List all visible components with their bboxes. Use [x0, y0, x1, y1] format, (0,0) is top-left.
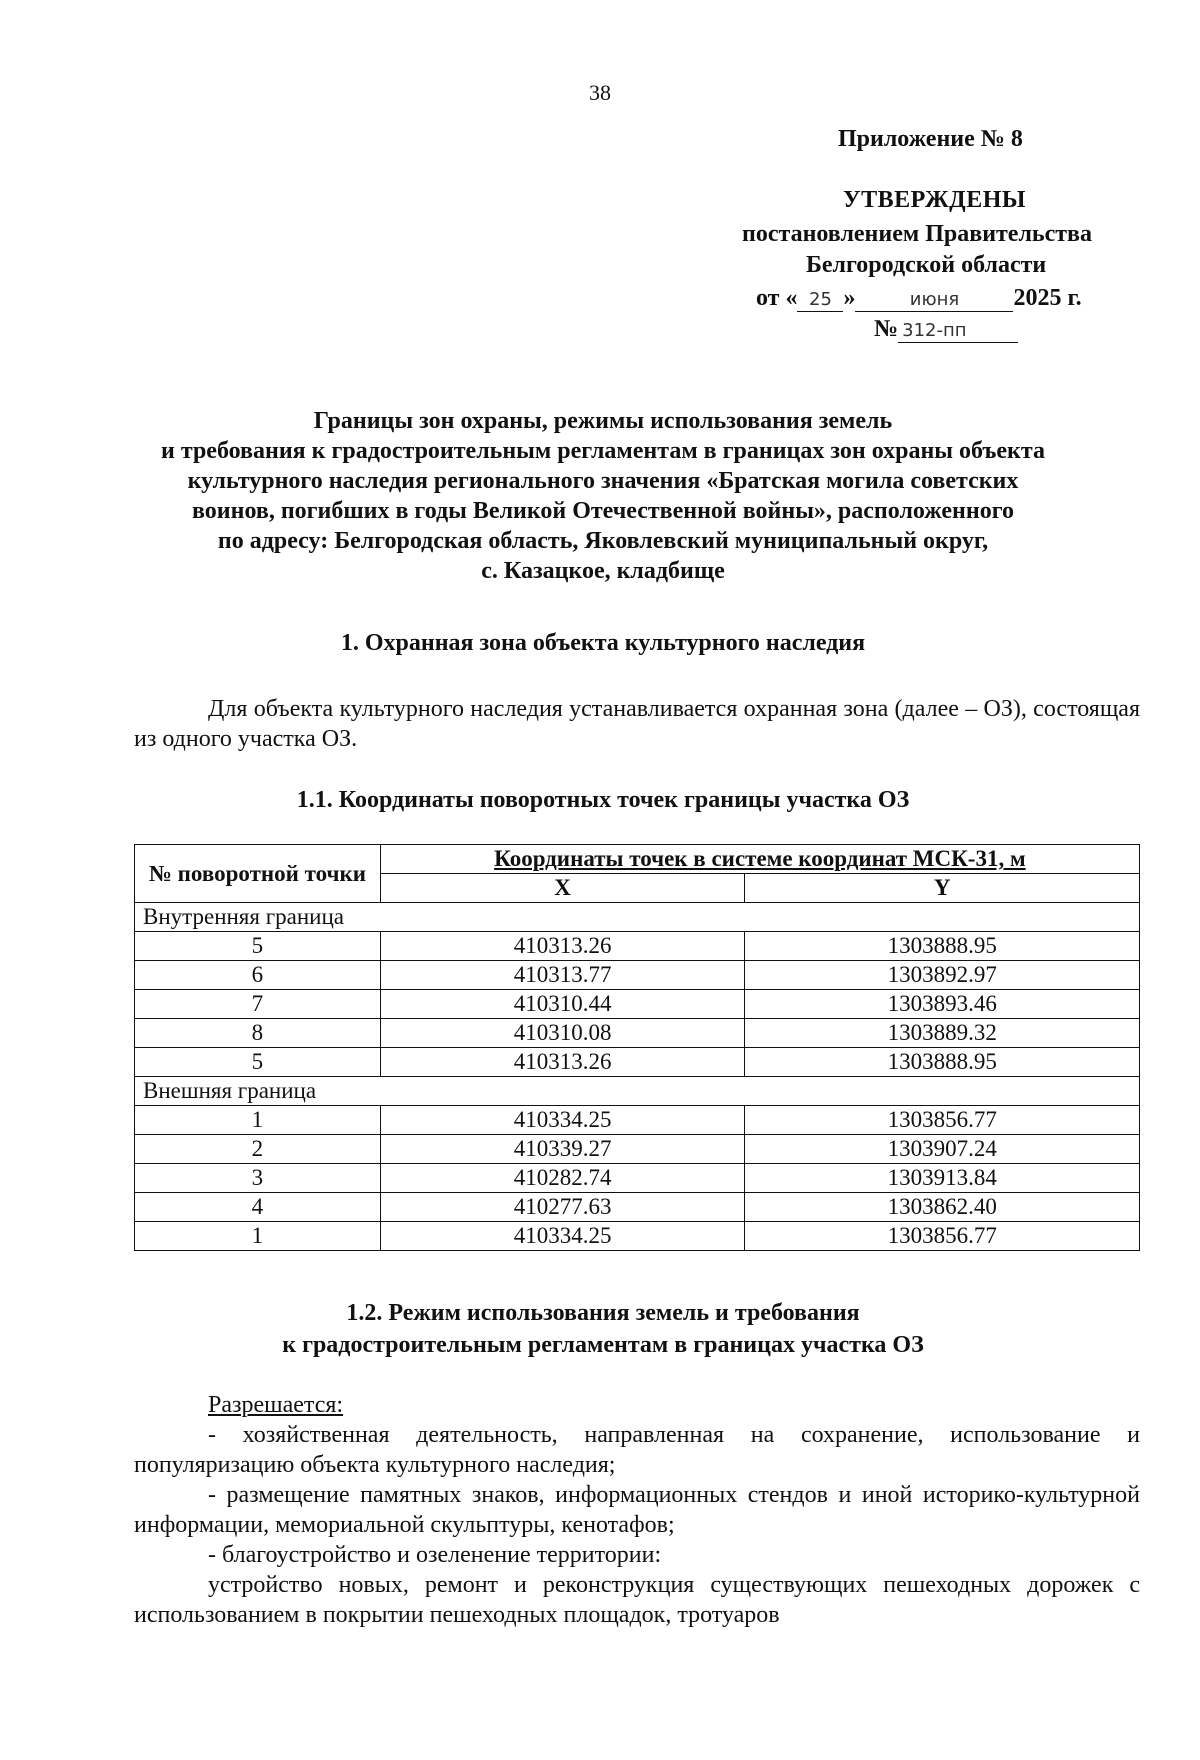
number-prefix: №: [874, 316, 899, 342]
y-value: 1303907.24: [745, 1135, 1140, 1164]
section-1-paragraph: Для объекта культурного наследия устанавливается охранная зона (далее – ОЗ), состоящая из одного участка ОЗ.: [134, 696, 1140, 752]
date-month: июня: [855, 289, 1013, 312]
y-value: 1303888.95: [745, 932, 1140, 961]
date-mid: »: [843, 285, 856, 311]
title-line: воинов, погибших в годы Великой Отечественной войны», расположенного: [192, 498, 1014, 524]
y-value: 1303856.77: [745, 1106, 1140, 1135]
y-value: 1303856.77: [745, 1222, 1140, 1251]
table-header-row: [135, 845, 1140, 874]
document-title: [120, 406, 1086, 586]
decree-line-2: Белгородской области: [806, 252, 1047, 278]
y-value: 1303893.46: [745, 990, 1140, 1019]
x-value: 410339.27: [380, 1135, 745, 1164]
x-value: 410334.25: [380, 1222, 745, 1251]
point-number: 5: [135, 1048, 381, 1077]
x-value: 410277.63: [380, 1193, 745, 1222]
allowed-list: [134, 1420, 1140, 1630]
title-line: с. Казацкое, кладбище: [481, 558, 725, 584]
table-row: [135, 1193, 1140, 1222]
point-number: 2: [135, 1135, 381, 1164]
point-number: 4: [135, 1193, 381, 1222]
section-1-2-heading-line: 1.2. Режим использования земель и требования: [346, 1300, 860, 1326]
y-value: 1303862.40: [745, 1193, 1140, 1222]
point-number: 7: [135, 990, 381, 1019]
table-row: [135, 1048, 1140, 1077]
col-y-header: Y: [745, 874, 1140, 903]
col-point-header: № поворотной точки: [135, 845, 381, 903]
group-row-inner: [135, 903, 1140, 932]
coordinates-table: [134, 844, 1140, 1251]
col-x-header: X: [380, 874, 745, 903]
title-line: Границы зон охраны, режимы использования земель: [313, 408, 893, 434]
section-1-2-heading-line: к градостроительным регламентам в границах участка ОЗ: [282, 1332, 924, 1358]
decree-date: [756, 283, 1082, 314]
table-row: [135, 932, 1140, 961]
section-1-1-heading: 1.1. Координаты поворотных точек границы участка ОЗ: [296, 787, 910, 813]
point-number: 1: [135, 1222, 381, 1251]
title-line: и требования к градостроительным регламентам в границах зон охраны объекта: [161, 438, 1045, 464]
y-value: 1303889.32: [745, 1019, 1140, 1048]
x-value: 410313.77: [380, 961, 745, 990]
date-year: 2025 г.: [1013, 285, 1082, 311]
date-day: 25: [797, 289, 843, 312]
col-coords-header-text: Координаты точек в системе координат МСК-31, м: [494, 846, 1026, 871]
table-row: [135, 1222, 1140, 1251]
point-number: 1: [135, 1106, 381, 1135]
x-value: 410310.44: [380, 990, 745, 1019]
list-item: - хозяйственная деятельность, направленная на сохранение, использование и популяризацию объекта культурного наследия;: [134, 1422, 1140, 1478]
table-row: [135, 1106, 1140, 1135]
y-value: 1303913.84: [745, 1164, 1140, 1193]
allowed-label: Разрешается:: [208, 1392, 344, 1418]
y-value: 1303888.95: [745, 1048, 1140, 1077]
y-value: 1303892.97: [745, 961, 1140, 990]
inner-boundary-label: Внутренняя граница: [135, 903, 1140, 932]
page-number: 38: [589, 80, 611, 105]
title-line: культурного наследия регионального значения «Братская могила советских: [187, 468, 1019, 494]
x-value: 410313.26: [380, 932, 745, 961]
approved-label: УТВЕРЖДЕНЫ: [843, 187, 1026, 213]
title-line: по адресу: Белгородская область, Яковлевский муниципальный округ,: [217, 528, 989, 554]
x-value: 410313.26: [380, 1048, 745, 1077]
decree-number: [874, 314, 1018, 345]
x-value: 410334.25: [380, 1106, 745, 1135]
group-row-outer: [135, 1077, 1140, 1106]
table-row: [135, 1135, 1140, 1164]
decree-line-1: постановлением Правительства: [742, 221, 1093, 247]
list-item: - размещение памятных знаков, информационных стендов и иной историко-культурной информации, мемориальной скульптуры, кенотафов;: [134, 1482, 1140, 1538]
point-number: 5: [135, 932, 381, 961]
x-value: 410282.74: [380, 1164, 745, 1193]
table-row: [135, 1164, 1140, 1193]
col-coords-header: [380, 845, 1139, 874]
outer-boundary-label: Внешняя граница: [135, 1077, 1140, 1106]
point-number: 6: [135, 961, 381, 990]
section-1-heading: 1. Охранная зона объекта культурного наследия: [340, 630, 866, 656]
point-number: 8: [135, 1019, 381, 1048]
date-prefix: от «: [756, 285, 798, 311]
point-number: 3: [135, 1164, 381, 1193]
table-row: [135, 990, 1140, 1019]
number-value: 312-пп: [898, 320, 1018, 343]
section-1-2-heading: [120, 1297, 1086, 1361]
list-item: - благоустройство и озеленение территории:: [208, 1542, 662, 1568]
table-row: [135, 961, 1140, 990]
table-row: [135, 1019, 1140, 1048]
x-value: 410310.08: [380, 1019, 745, 1048]
list-item: устройство новых, ремонт и реконструкция существующих пешеходных дорожек с использованием в покрытии пешеходных площадок, тротуаров: [134, 1572, 1140, 1628]
appendix-label: Приложение № 8: [838, 126, 1023, 152]
